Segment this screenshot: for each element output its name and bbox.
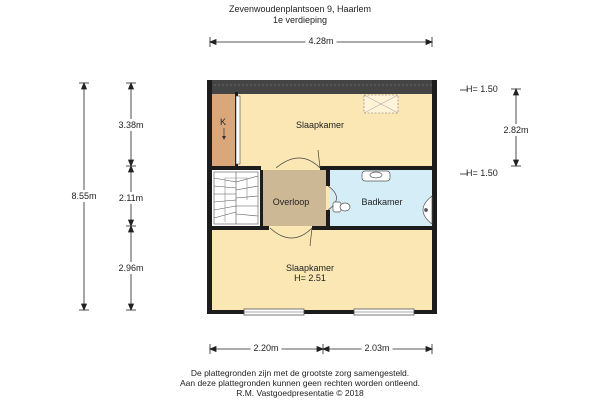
wall-right xyxy=(432,80,437,314)
disclaimer-line-1: De plattegronden zijn met de grootste zorg samengesteld. xyxy=(190,368,410,378)
h-top-label: H= 1.50 xyxy=(466,84,498,94)
room-label-landing: Overloop xyxy=(272,197,310,207)
wall-bath-bottom xyxy=(326,210,330,228)
dim-bottom-right-label: 2.03m xyxy=(361,343,392,353)
closet-door xyxy=(236,96,240,164)
wall-mid-lower-left xyxy=(207,226,269,230)
dim-right-height-label: 2.82m xyxy=(503,125,529,135)
dim-seg-mid-label: 2.11m xyxy=(118,193,144,203)
roof-strip xyxy=(210,80,434,94)
address-title: Zevenwoudenplantsoen 9, Haarlem xyxy=(228,4,372,14)
wall-mid-upper-right xyxy=(320,166,437,170)
room-label-bedroom-bottom-height: H= 2.51 xyxy=(294,273,326,283)
wall-bath-top xyxy=(326,170,330,186)
wall-stair xyxy=(260,170,263,228)
wall-left xyxy=(207,80,212,314)
disclaimer-line-2: Aan deze plattegronden kunnen geen rechten worden ontleend. xyxy=(179,378,421,388)
dim-seg-top-label: 3.38m xyxy=(118,120,144,130)
room-label-bathroom: Badkamer xyxy=(361,197,403,207)
h-mid-label: H= 1.50 xyxy=(466,168,498,178)
dim-seg-bottom-label: 2.96m xyxy=(118,263,144,273)
copyright-line: R.M. Vastgoedpresentatie © 2018 xyxy=(236,388,364,398)
wall-mid-upper-left xyxy=(207,166,261,170)
dim-bottom-left-label: 2.20m xyxy=(250,343,281,353)
dim-total-height-label: 8.55m xyxy=(71,191,97,201)
closet-area xyxy=(211,92,235,168)
wall-mid-lower-right xyxy=(312,226,437,230)
floor-subtitle: 1e verdieping xyxy=(272,15,328,25)
room-label-bedroom-bottom: Slaapkamer xyxy=(285,263,335,273)
staircase xyxy=(214,172,258,224)
dim-top-width-label: 4.28m xyxy=(305,36,336,46)
room-label-closet: K xyxy=(219,117,227,127)
room-label-bedroom-top: Slaapkamer xyxy=(295,120,345,130)
